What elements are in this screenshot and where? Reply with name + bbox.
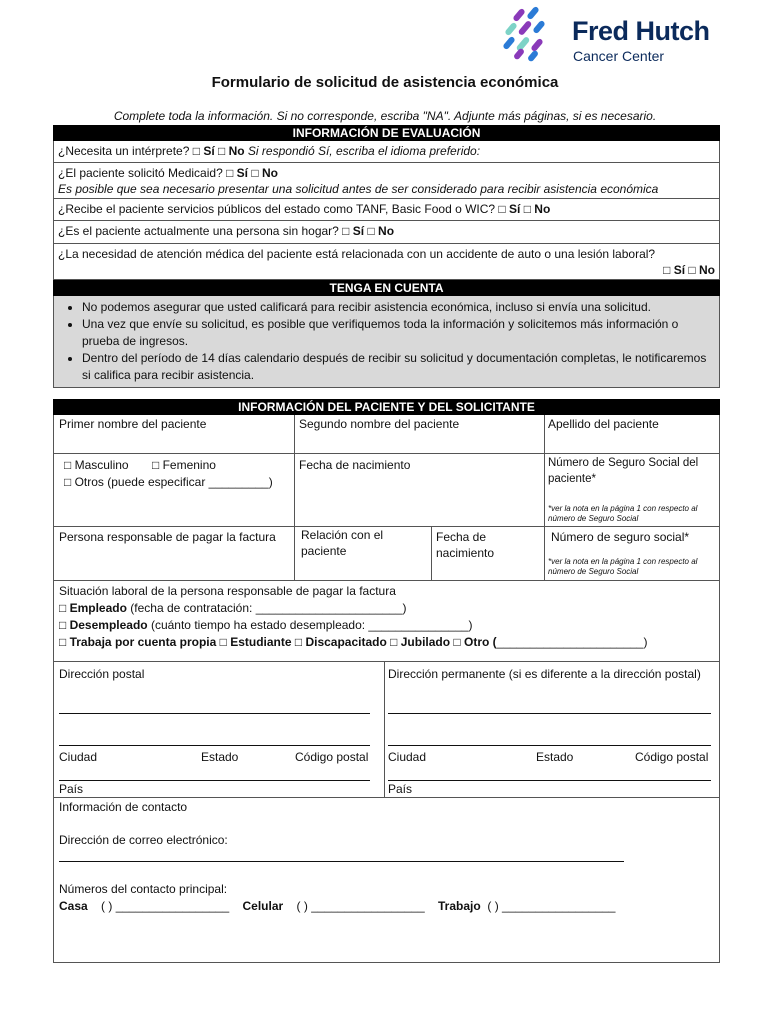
notes-box <box>53 296 720 388</box>
unemployed-option[interactable] <box>59 617 473 633</box>
q3-text: ¿Recibe el paciente servicios públicos del estado como TANF, Basic Food o WIC? □ <box>58 202 510 216</box>
work-field[interactable]: ( ) _________________ <box>487 899 616 913</box>
payer-dob-label[interactable]: Fecha de nacimiento <box>436 530 495 560</box>
permanent-address-label[interactable]: Dirección permanente (si es diferente a la dirección postal) <box>388 667 701 681</box>
q2-yes: Sí <box>236 166 249 180</box>
female-checkbox[interactable]: □ Femenino <box>152 458 216 472</box>
perm-city-label[interactable]: Ciudad <box>388 750 427 764</box>
mailing-address-label[interactable]: Dirección postal <box>59 667 145 681</box>
homeless-question[interactable] <box>53 221 720 244</box>
perm-country-label[interactable]: País <box>388 782 413 796</box>
unemployed-label: Desempleado <box>69 618 148 632</box>
medicaid-question[interactable] <box>53 163 720 199</box>
note-item: • Dentro del período de 14 días calendario después de recibir su solicitud y documentación completas, le notificaremos si califica para recibir asistencia. <box>82 350 711 384</box>
patient-section <box>53 399 720 963</box>
fred-hutch-logo <box>500 6 730 66</box>
home-label: Casa <box>59 899 88 913</box>
last-name-label[interactable]: Apellido del paciente <box>548 417 659 431</box>
evaluation-header: INFORMACIÓN DE EVALUACIÓN <box>53 125 720 141</box>
q5-yes: Sí <box>673 263 686 277</box>
country-label[interactable]: País <box>59 782 84 796</box>
employed-rest: (fecha de contratación: ______________________) <box>126 601 407 615</box>
other-gender-checkbox[interactable]: □ Otros (puede especificar _________) <box>64 475 273 489</box>
others-label: □ Trabaja por cuenta propia □ Estudiante □ Discapacitado □ Jubilado □ Otro ( <box>59 635 497 649</box>
employment-title: Situación laboral de la persona responsable de pagar la factura <box>59 584 396 598</box>
ssn-note: *ver la nota en la página 1 con respecto al número de Seguro Social <box>548 504 698 523</box>
q3-mid: □ <box>520 202 535 216</box>
q5-box-a: □ <box>663 263 674 277</box>
male-checkbox[interactable]: □ Masculino <box>64 458 129 472</box>
dob-label[interactable]: Fecha de nacimiento <box>299 458 411 472</box>
zip-label[interactable]: Código postal <box>295 750 369 764</box>
q1-no: No <box>228 144 245 158</box>
cell-field[interactable]: ( ) _________________ <box>296 899 425 913</box>
evaluation-section <box>53 125 720 388</box>
others-tail: ______________________) <box>496 635 648 649</box>
patient-header: INFORMACIÓN DEL PACIENTE Y DEL SOLICITANTE <box>53 399 720 415</box>
employed-box: □ <box>59 601 70 615</box>
q5-no: No <box>699 263 715 277</box>
unemployed-box: □ <box>59 618 70 632</box>
public-services-question[interactable] <box>53 199 720 221</box>
ssn-label[interactable]: Número de Seguro Social del paciente* <box>548 457 699 485</box>
patient-grid <box>53 415 720 963</box>
q5-text: ¿La necesidad de atención médica del paciente está relacionada con un accidente de auto o una lesión laboral? <box>58 247 656 261</box>
page-subtitle: Complete toda la información. Si no corresponde, escriba "NA". Adjunte más páginas, si es necesario. <box>113 109 657 123</box>
email-label[interactable]: Dirección de correo electrónico: <box>59 833 228 847</box>
employed-option[interactable] <box>59 600 407 616</box>
city-label[interactable]: Ciudad <box>59 750 98 764</box>
relation-label[interactable]: Relación con el paciente <box>301 528 384 558</box>
q3-no: No <box>534 202 551 216</box>
perm-state-label[interactable]: Estado <box>536 750 574 764</box>
phone-row[interactable] <box>59 898 615 914</box>
q2-no: No <box>261 166 278 180</box>
note-item: • Una vez que envíe su solicitud, es posible que verifiquemos toda la información y solicitemos más información o prueba de ingresos. <box>82 316 711 350</box>
interpreter-question[interactable] <box>53 141 720 163</box>
q4-text: ¿Es el paciente actualmente una persona sin hogar? □ <box>58 224 353 238</box>
contact-title: Información de contacto <box>59 800 188 814</box>
q2-text: ¿El paciente solicitó Medicaid? □ <box>58 166 237 180</box>
other-employment-options[interactable] <box>59 634 647 650</box>
unemployed-rest: (cuánto tiempo ha estado desempleado: _______________) <box>147 618 473 632</box>
phones-label: Números del contacto principal: <box>59 882 228 896</box>
logo-mark-icon <box>500 6 562 64</box>
accident-question[interactable] <box>53 244 720 280</box>
middle-name-label[interactable]: Segundo nombre del paciente <box>299 417 460 431</box>
q1-mid: □ <box>214 144 229 158</box>
q2-note: Es posible que sea necesario presentar una solicitud antes de ser considerado para recibir asistencia económica <box>58 182 659 196</box>
home-field[interactable]: ( ) _________________ <box>101 899 230 913</box>
q4-yes: Sí <box>352 224 365 238</box>
perm-zip-label[interactable]: Código postal <box>635 750 709 764</box>
employed-label: Empleado <box>69 601 127 615</box>
logo-subtitle: Cancer Center <box>573 48 665 64</box>
q1-text: ¿Necesita un intérprete? □ <box>58 144 204 158</box>
q2-mid: □ <box>248 166 262 180</box>
q1-hint: Si respondió Sí, escriba el idioma preferido: <box>244 144 481 158</box>
payer-ssn-label[interactable]: Número de seguro social* <box>551 530 690 544</box>
state-label[interactable]: Estado <box>201 750 239 764</box>
q1-yes: Sí <box>203 144 215 158</box>
q3-yes: Sí <box>509 202 521 216</box>
page-title: Formulario de solicitud de asistencia económica <box>211 74 559 91</box>
payer-ssn-note: *ver la nota en la página 1 con respecto al número de Seguro Social <box>548 557 698 576</box>
cell-label: Celular <box>242 899 284 913</box>
work-label: Trabajo <box>438 899 481 913</box>
payer-label[interactable]: Persona responsable de pagar la factura <box>59 530 276 544</box>
note-item: • No podemos asegurar que usted calificará para recibir asistencia económica, incluso si envía una solicitud. <box>82 299 711 316</box>
first-name-label[interactable]: Primer nombre del paciente <box>59 417 207 431</box>
logo-name: Fred Hutch <box>572 16 710 46</box>
q5-box-b: □ <box>685 263 699 277</box>
q4-mid: □ <box>364 224 379 238</box>
notes-header: TENGA EN CUENTA <box>53 280 720 296</box>
q4-no: No <box>378 224 395 238</box>
